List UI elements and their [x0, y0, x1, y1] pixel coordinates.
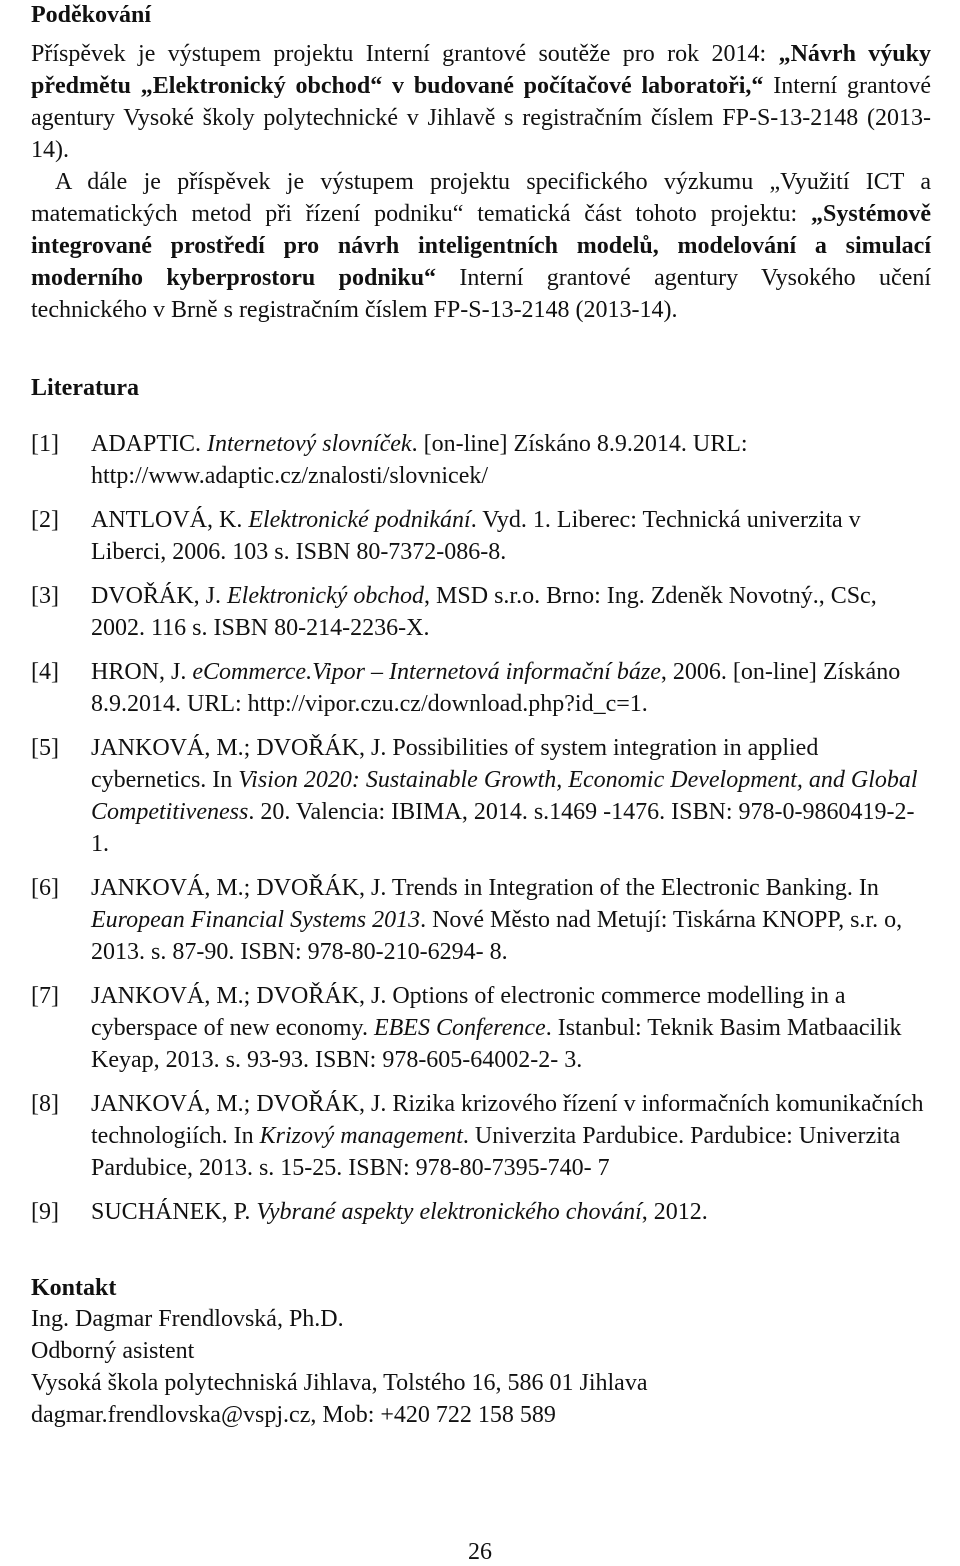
reference-item [31, 504, 931, 568]
contact-block [31, 1303, 647, 1431]
reference-number: [8] [31, 1091, 59, 1117]
p2-prefix: A dále je příspěvek je výstupem projektu specifického výzkumu „Využití ICT a matematických metod při řízení podniku“ tematická část tohoto projektu: [31, 169, 931, 227]
reference-item [31, 732, 931, 860]
reference-number: [1] [31, 431, 59, 457]
reference-text: ANTLOVÁ, K. Elektronické podnikání. Vyd. 1. Liberec: Technická univerzita v Liberci, 2006. 103 s. ISBN 80-7372-086-8. [91, 507, 861, 565]
reference-number: [5] [31, 735, 59, 761]
reference-item [31, 872, 931, 968]
reference-text: HRON, J. eCommerce.Vipor – Internetová informační báze, 2006. [on-line] Získáno 8.9.2014. URL: http://vipor.czu.cz/download.php?id_c=1. [91, 659, 901, 717]
p1-suffix: Interní grantové agentury Vysoké školy polytechnické v Jihlavě s registračním číslem FP-S-13-2148 (2013-14). [31, 73, 931, 163]
page-number: 26 [468, 1539, 492, 1565]
reference-text: ADAPTIC. Internetový slovníček. [on-line] Získáno 8.9.2014. URL: http://www.adaptic.cz/znalosti/slovnicek/ [91, 431, 748, 489]
contact-heading: Kontakt [31, 1275, 117, 1301]
reference-list [31, 428, 931, 1240]
reference-item [31, 428, 931, 492]
reference-text: JANKOVÁ, M.; DVOŘÁK, J. Trends in Integration of the Electronic Banking. In European Financial Systems 2013. Nové Město nad Metují: Tiskárna KNOPP, s.r. o, 2013. s. 87-90. ISBN: 978-80-210-6294- 8. [91, 875, 903, 965]
reference-number: [9] [31, 1199, 59, 1225]
literature-heading: Literatura [31, 375, 139, 401]
contact-address: Vysoká škola polytechniská Jihlava, Tolstého 16, 586 01 Jihlava [31, 1370, 648, 1396]
p1-prefix: Příspěvek je výstupem projektu Interní grantové soutěže pro rok 2014: [31, 41, 779, 67]
acknowledgement-paragraph-2 [31, 166, 931, 326]
p1-project-title: „Návrh výuky předmětu „Elektronický obchod“ v budované počítačové laboratoři,“ [31, 41, 931, 99]
contact-name: Ing. Dagmar Frendlovská, Ph.D. [31, 1306, 344, 1332]
reference-number: [2] [31, 507, 59, 533]
reference-item [31, 656, 931, 720]
reference-item [31, 580, 931, 644]
acknowledgement-heading: Poděkování [31, 2, 152, 28]
reference-text: JANKOVÁ, M.; DVOŘÁK, J. Possibilities of system integration in applied cybernetics. In Vision 2020: Sustainable Growth, Economic Development, and Global Competitiveness. 20. Valencia: IBIMA, 2014. s.1469 -1476. ISBN: 978-0-9860419-2- 1. [91, 735, 918, 857]
acknowledgement-paragraph-1 [31, 38, 931, 166]
contact-email-phone: dagmar.frendlovska@vspj.cz, Mob: +420 722 158 589 [31, 1402, 556, 1428]
reference-text: DVOŘÁK, J. Elektronický obchod, MSD s.r.o. Brno: Ing. Zdeněk Novotný., CSc, 2002. 116 s. ISBN 80-214-2236-X. [91, 583, 877, 641]
reference-item [31, 980, 931, 1076]
reference-text: JANKOVÁ, M.; DVOŘÁK, J. Rizika krizového řízení v informačních komunikačních technologiích. In Krizový management. Univerzita Pardubice. Pardubice: Univerzita Pardubice, 2013. s. 15-25. ISBN: 978-80-7395-740- 7 [91, 1091, 924, 1181]
p2-project-title: „Systémově integrované prostředí pro návrh inteligentních modelů, modelování a simulací moderního kyberprostoru podniku“ [31, 201, 931, 291]
reference-item [31, 1196, 931, 1228]
reference-number: [6] [31, 875, 59, 901]
reference-number: [3] [31, 583, 59, 609]
reference-number: [4] [31, 659, 59, 685]
reference-text: JANKOVÁ, M.; DVOŘÁK, J. Options of electronic commerce modelling in a cyberspace of new economy. EBES Conference. Istanbul: Teknik Basim Matbaacilik Keyap, 2013. s. 93-93. ISBN: 978-605-64002-2- 3. [91, 983, 902, 1073]
reference-text: SUCHÁNEK, P. Vybrané aspekty elektronického chování, 2012. [91, 1199, 708, 1225]
p2-suffix: Interní grantové agentury Vysokého učení technického v Brně s registračním číslem FP-S-13-2148 (2013-14). [31, 265, 932, 323]
contact-position: Odborný asistent [31, 1338, 195, 1364]
reference-item [31, 1088, 931, 1184]
reference-number: [7] [31, 983, 59, 1009]
